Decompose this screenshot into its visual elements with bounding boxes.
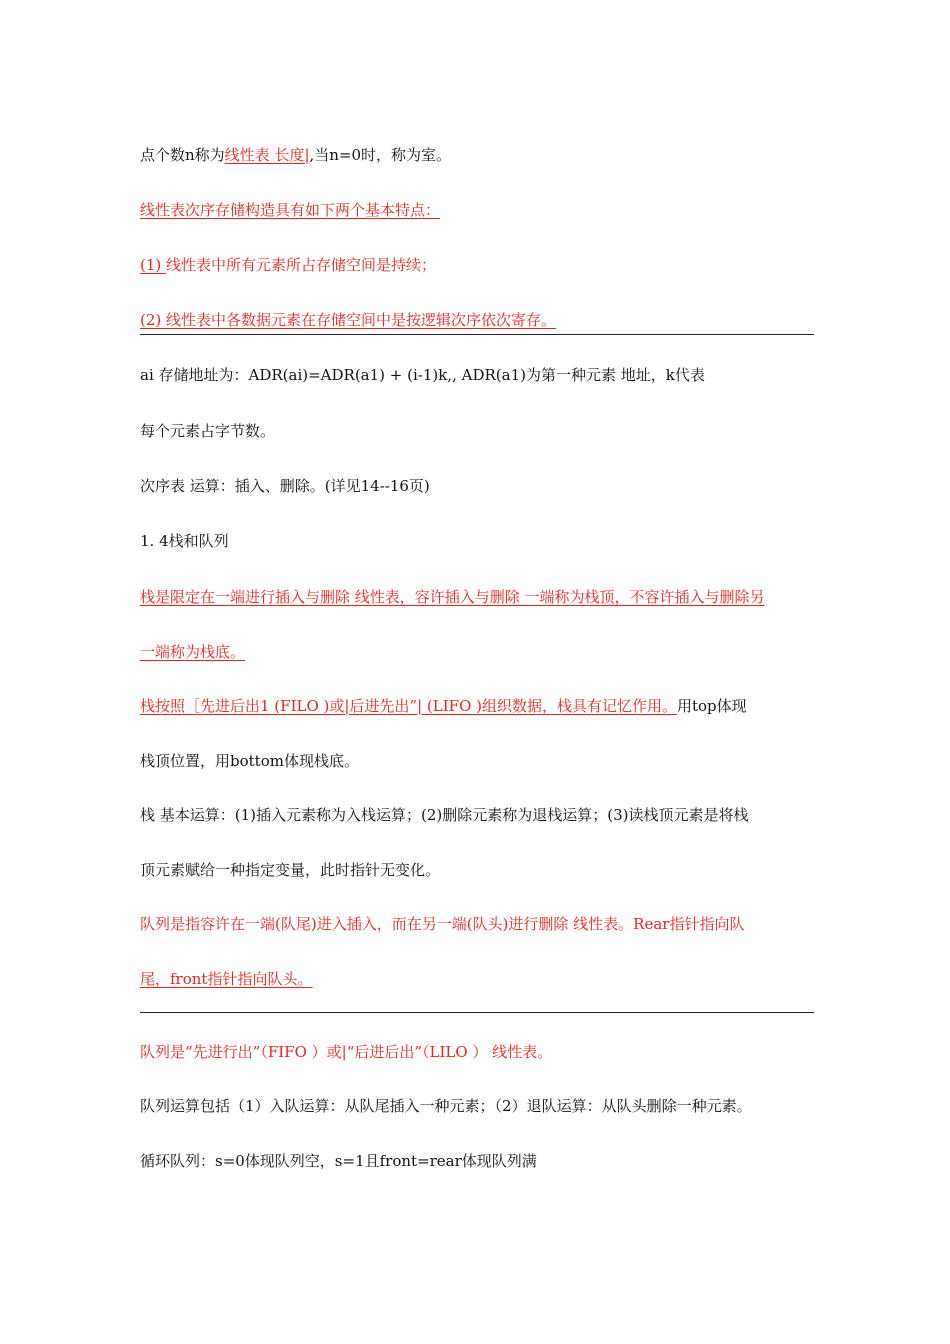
line-1-term-highlight: 线性表 长度| — [224, 146, 310, 164]
text-line-7: 次序表 运算：插入、删除。(详见14--16页) — [140, 477, 430, 495]
line-11-highlight: 栈按照［先进后出1 (FILO )或|后进先出”| (LIFO )组织数据，栈具有记忆作用。 — [140, 697, 677, 715]
text-line-19: 循环队列：s=0体现队列空，s=1且front=rear体现队列满 — [140, 1152, 537, 1170]
text-line-13: 栈 基本运算：(1)插入元素称为入栈运算；(2)删除元素称为退栈运算；(3)读栈顶元素是将栈 — [140, 806, 749, 824]
text-line-18: 队列运算包括（1）入队运算：从队尾插入一种元素；（2）退队运算：从队头删除一种元素。 — [140, 1097, 752, 1115]
text-line-5: ai 存储地址为：ADR(ai)=ADR(a1) + (i-1)k,, ADR(a1)为第一种元素 地址，k代表 — [140, 366, 705, 384]
text-line-11 — [140, 696, 747, 716]
text-line-4: (2) 线性表中各数据元素在存储空间中是按逻辑次序依次寄存。 — [140, 311, 557, 329]
text-line-1 — [140, 145, 451, 165]
line-11-plain: 用top体现 — [677, 697, 747, 715]
line-1-part-c: ,当n=0时，称为室。 — [309, 146, 452, 164]
line-3-text: 线性表中所有元素所占存储空间是持续； — [166, 256, 437, 274]
text-line-6: 每个元素占字节数。 — [140, 422, 276, 440]
text-line-12: 栈顶位置，用bottom体现栈底。 — [140, 752, 359, 770]
text-line-9: 栈是限定在一端进行插入与删除 线性表，容许插入与删除 一端称为栈顶，不容许插入与删除另 — [140, 588, 765, 606]
text-line-15: 队列是指容许在一端(队尾)进入插入，而在另一端(队头)进行删除 线性表。Rear指针指向队 — [140, 915, 745, 933]
line-1-part-a: 点个数n称为 — [140, 146, 225, 164]
text-line-17: 队列是“先进行出”（FIFO ）或|“后进后出”（LILO ） 线性表。 — [140, 1043, 553, 1061]
text-line-14: 顶元素赋给一种指定变量，此时指针无变化。 — [140, 861, 441, 879]
divider-rule-1 — [140, 334, 814, 335]
divider-rule-2 — [140, 1012, 814, 1013]
text-line-2: 线性表次序存储构造具有如下两个基本特点： — [140, 201, 441, 219]
text-line-16: 尾，front指针指向队头。 — [140, 970, 313, 988]
text-line-3 — [140, 255, 436, 275]
line-3-number: (1) — [140, 256, 167, 274]
text-line-8: 1. 4栈和队列 — [140, 532, 229, 550]
text-line-10: 一端称为栈底。 — [140, 643, 246, 661]
